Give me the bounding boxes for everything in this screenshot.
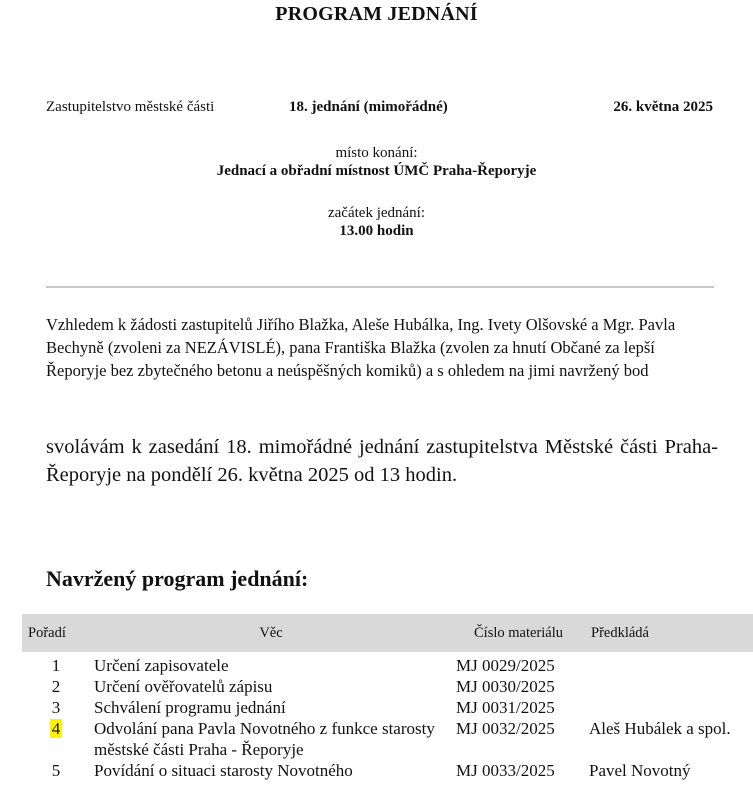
row-order: 1 <box>51 656 61 675</box>
council-body-label: Zastupitelstvo městské části <box>46 99 215 115</box>
venue-value: Jednací a obřadní místnost ÚMČ Praha-Řeporyje <box>216 163 537 179</box>
agenda-table <box>22 614 753 781</box>
row-order: 2 <box>51 677 61 696</box>
row-number: MJ 0033/2025 <box>456 761 555 780</box>
start-value: 13.00 hodin <box>339 223 414 239</box>
start-label: začátek jednání: <box>327 205 426 221</box>
agenda-section-title: Navržený program jednání: <box>46 566 309 591</box>
row-submitter <box>585 697 753 718</box>
row-number: MJ 0030/2025 <box>456 677 555 696</box>
row-number: MJ 0032/2025 <box>456 719 555 738</box>
table-row <box>22 760 753 781</box>
venue-label: místo konání: <box>335 145 418 161</box>
highlight-mark: 4 <box>51 719 61 738</box>
row-item: Určení ověřovatelů zápisu <box>94 677 273 696</box>
column-header-item: Věc <box>90 614 452 652</box>
table-row <box>22 718 753 760</box>
row-item: Určení zapisovatele <box>94 656 229 675</box>
column-header-submitter: Předkládá <box>585 614 753 652</box>
row-number: MJ 0029/2025 <box>456 656 555 675</box>
page-title: PROGRAM JEDNÁNÍ <box>275 3 478 25</box>
row-order-highlighted <box>22 718 90 760</box>
session-date: 26. května 2025 <box>613 99 713 115</box>
convening-statement: svolávám k zasedání 18. mimořádné jednání zastupitelstva Městské části Praha-Řeporyje na pondělí 26. května 2025 od 13 hodin. <box>46 436 718 486</box>
row-submitter: Aleš Hubálek a spol. <box>589 719 731 738</box>
divider <box>46 286 714 288</box>
table-row <box>22 652 753 676</box>
row-submitter <box>585 652 753 676</box>
row-item: Schválení programu jednání <box>94 698 286 717</box>
column-header-number: Číslo materiálu <box>452 614 585 652</box>
intro-paragraph: Vzhledem k žádosti zastupitelů Jiřího Blažka, Aleše Hubálka, Ing. Ivety Olšovské a Mgr. Pavla Bechyně (zvoleni za NEZÁVISLÉ), pana Františka Blažka (zvolen za hnutí Občané za lepší Řeporyje bez zbytečného betonu a neúspěšných komiků) a s ohledem na jimi navržený bod <box>46 315 676 380</box>
table-row <box>22 676 753 697</box>
column-header-order: Pořadí <box>22 614 90 652</box>
row-submitter: Pavel Novotný <box>589 761 691 780</box>
row-order: 5 <box>51 761 61 780</box>
row-item: Odvolání pana Pavla Novotného z funkce starosty městské části Praha - Řeporyje <box>94 719 435 759</box>
row-submitter <box>585 676 753 697</box>
session-label: 18. jednání (mimořádné) <box>289 99 448 115</box>
row-number: MJ 0031/2025 <box>456 698 555 717</box>
table-row <box>22 697 753 718</box>
row-item: Povídání o situaci starosty Novotného <box>94 761 353 780</box>
agenda-header-row <box>22 614 753 652</box>
row-order: 3 <box>51 698 61 717</box>
